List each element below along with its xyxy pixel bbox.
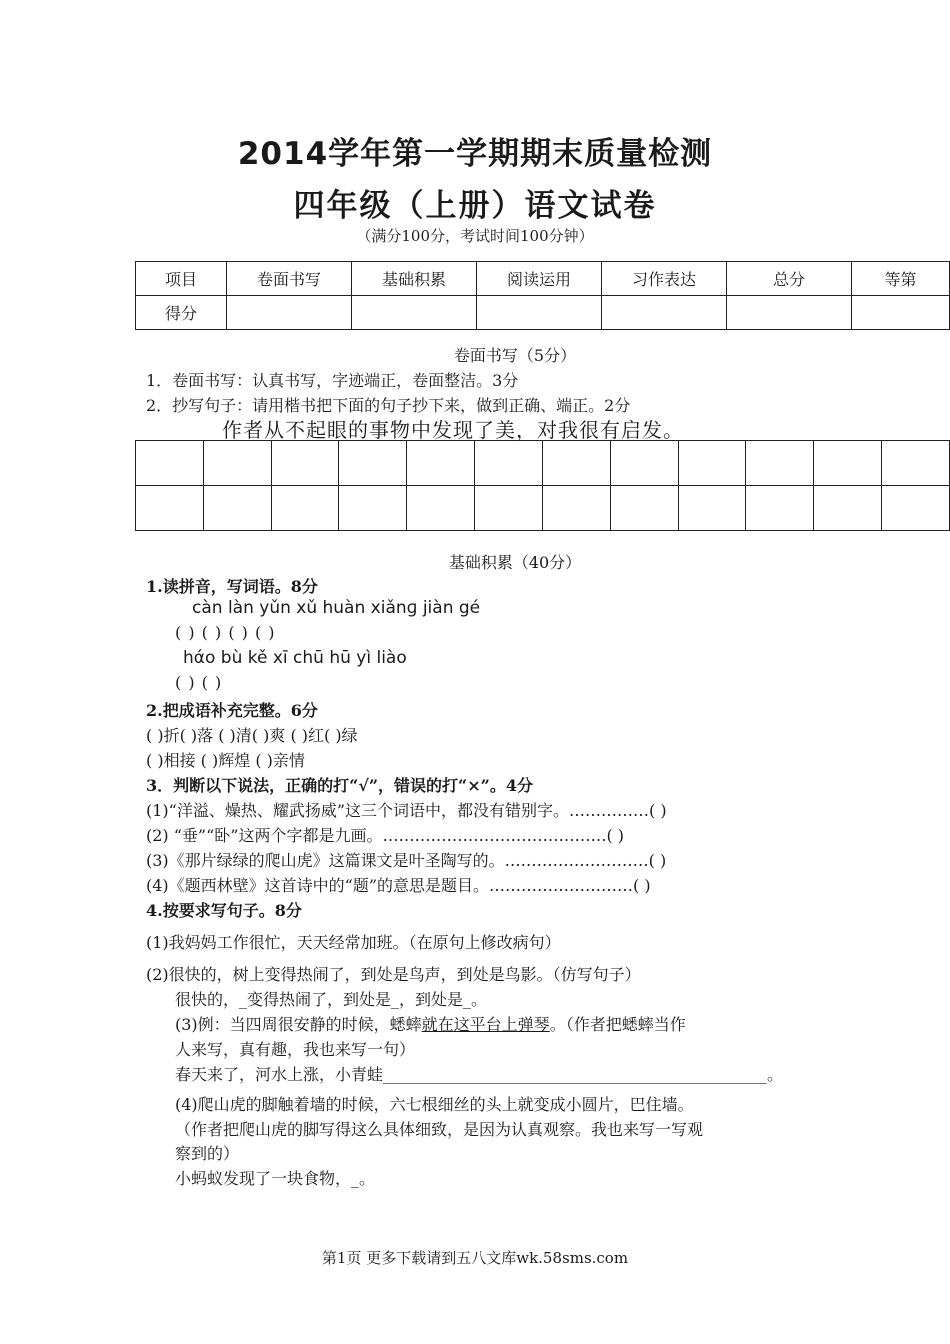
grid-cell[interactable] — [475, 441, 543, 486]
sentence-task-4-answer[interactable]: 小蚂蚁发现了一块食物，_。 — [175, 1169, 376, 1188]
writing-grid-row — [136, 486, 950, 531]
exam-title: 2014学年第一学期期末质量检测 — [237, 136, 713, 172]
exam-subtitle: 四年级（上册）语文试卷 — [293, 188, 657, 224]
grid-cell[interactable] — [271, 441, 339, 486]
score-table-header-row — [136, 262, 950, 296]
score-table-value-row — [136, 296, 950, 330]
score-cell[interactable] — [727, 296, 852, 330]
score-header-cell: 基础积累 — [352, 262, 477, 296]
grid-cell[interactable] — [814, 486, 882, 531]
judge-item[interactable]: (2) “垂”“卧”这两个字都是九画。……………………………………( ) — [146, 826, 625, 845]
grid-cell[interactable] — [610, 441, 678, 486]
grid-cell[interactable] — [407, 441, 475, 486]
grid-cell[interactable] — [610, 486, 678, 531]
score-cell[interactable] — [352, 296, 477, 330]
pinyin-line-2: hάo bù kě xī chū hū yì liào — [183, 648, 407, 668]
page-footer: 第1页 更多下载请到五八文库wk.58sms.com — [321, 1249, 629, 1267]
grid-cell[interactable] — [882, 441, 950, 486]
score-cell[interactable] — [852, 296, 950, 330]
judge-item[interactable]: (4)《题西林壁》这首诗中的“题”的意思是题目。………………………( ) — [146, 876, 651, 895]
sentence-task-3-prefix: (3)例：当四周很安静的时候，蟋蟀 — [175, 1015, 422, 1034]
idiom-line-1[interactable]: ( )折( )落 ( )清( )爽 ( )红( )绿 — [146, 726, 358, 745]
sentence-task-3-suffix: 。（作者把蟋蟀当作 — [549, 1015, 686, 1034]
grid-cell[interactable] — [203, 486, 271, 531]
score-header-cell: 习作表达 — [602, 262, 727, 296]
grid-cell[interactable] — [136, 486, 204, 531]
score-row-label: 得分 — [136, 296, 227, 330]
sentence-task-2: (2)很快的，树上变得热闹了，到处是鸟声，到处是鸟影。（仿写句子） — [146, 965, 641, 984]
sentence-task-4-line-3: 察到的） — [175, 1144, 240, 1163]
sentence-task-2-answer[interactable]: 很快的，_变得热闹了，到处是_，到处是_。 — [175, 990, 488, 1009]
idiom-line-2[interactable]: ( )相接 ( )辉煌 ( )亲情 — [146, 751, 305, 770]
grid-cell[interactable] — [339, 441, 407, 486]
handwriting-item-2: 2．抄写句子：请用楷书把下面的句子抄下来，做到正确、端正。2分 — [146, 396, 631, 415]
grid-cell[interactable] — [746, 486, 814, 531]
score-header-cell: 阅读运用 — [477, 262, 602, 296]
section-heading-handwriting: 卷面书写（5分） — [453, 346, 577, 365]
writing-grid-row — [136, 441, 950, 486]
sentence-task-1: (1)我妈妈工作很忙，天天经常加班。（在原句上修改病句） — [146, 933, 561, 952]
question-2-title: 2.把成语补充完整。6分 — [146, 701, 318, 720]
section-heading-basics: 基础积累（40分） — [448, 553, 582, 572]
grid-cell[interactable] — [407, 486, 475, 531]
score-header-cell: 卷面书写 — [227, 262, 352, 296]
score-header-cell: 项目 — [136, 262, 227, 296]
pinyin-line-1: càn làn yǔn xǔ huàn xiǎnɡ jiàn gé — [192, 598, 481, 618]
grid-cell[interactable] — [678, 441, 746, 486]
underlined-phrase: 就在这平台上弹琴 — [421, 1015, 550, 1034]
sentence-task-3-answer[interactable]: 春天来了，河水上涨，小青蛙________________________________________________。 — [175, 1065, 784, 1084]
grid-cell[interactable] — [136, 441, 204, 486]
handwriting-item-1: 1．卷面书写：认真书写，字迹端正，卷面整洁。3分 — [146, 371, 519, 390]
grid-cell[interactable] — [814, 441, 882, 486]
sentence-task-3-line-2: 人来写，真有趣，我也来写一句） — [175, 1040, 416, 1059]
question-1-title: 1.读拼音，写词语。8分 — [146, 577, 318, 596]
grid-cell[interactable] — [882, 486, 950, 531]
grid-cell[interactable] — [542, 486, 610, 531]
grid-cell[interactable] — [339, 486, 407, 531]
writing-grid[interactable] — [135, 440, 950, 531]
exam-info: （满分100分，考试时间100分钟） — [356, 227, 594, 245]
score-cell[interactable] — [602, 296, 727, 330]
score-header-cell: 等第 — [852, 262, 950, 296]
answer-blanks-2[interactable]: ( ) ( ) — [175, 673, 223, 692]
grid-cell[interactable] — [746, 441, 814, 486]
sentence-task-3 — [175, 1012, 686, 1035]
score-header-cell: 总分 — [727, 262, 852, 296]
score-cell[interactable] — [477, 296, 602, 330]
copy-sentence: 作者从不起眼的事物中发现了美，对我很有启发。 — [222, 418, 684, 442]
grid-cell[interactable] — [271, 486, 339, 531]
grid-cell[interactable] — [542, 441, 610, 486]
grid-cell[interactable] — [678, 486, 746, 531]
judge-item[interactable]: (3)《那片绿绿的爬山虎》这篇课文是叶圣陶写的。………………………( ) — [146, 851, 667, 870]
sentence-task-4-line-2: （作者把爬山虎的脚写得这么具体细致，是因为认真观察。我也来写一写观 — [175, 1120, 704, 1139]
question-4-title: 4.按要求写句子。8分 — [146, 901, 302, 920]
grid-cell[interactable] — [475, 486, 543, 531]
score-table — [135, 261, 950, 330]
score-cell[interactable] — [227, 296, 352, 330]
judge-item[interactable]: (1)“洋溢、燥热、耀武扬威”这三个词语中，都没有错别字。……………( ) — [146, 801, 667, 820]
grid-cell[interactable] — [203, 441, 271, 486]
question-3-title: 3．判断以下说法，正确的打“√”，错误的打“×”。4分 — [146, 776, 534, 795]
answer-blanks-1[interactable]: ( ) ( ) ( ) ( ) — [175, 623, 276, 642]
sentence-task-4: (4)爬山虎的脚触着墙的时候，六七根细丝的头上就变成小圆片，巴住墙。 — [175, 1095, 694, 1114]
